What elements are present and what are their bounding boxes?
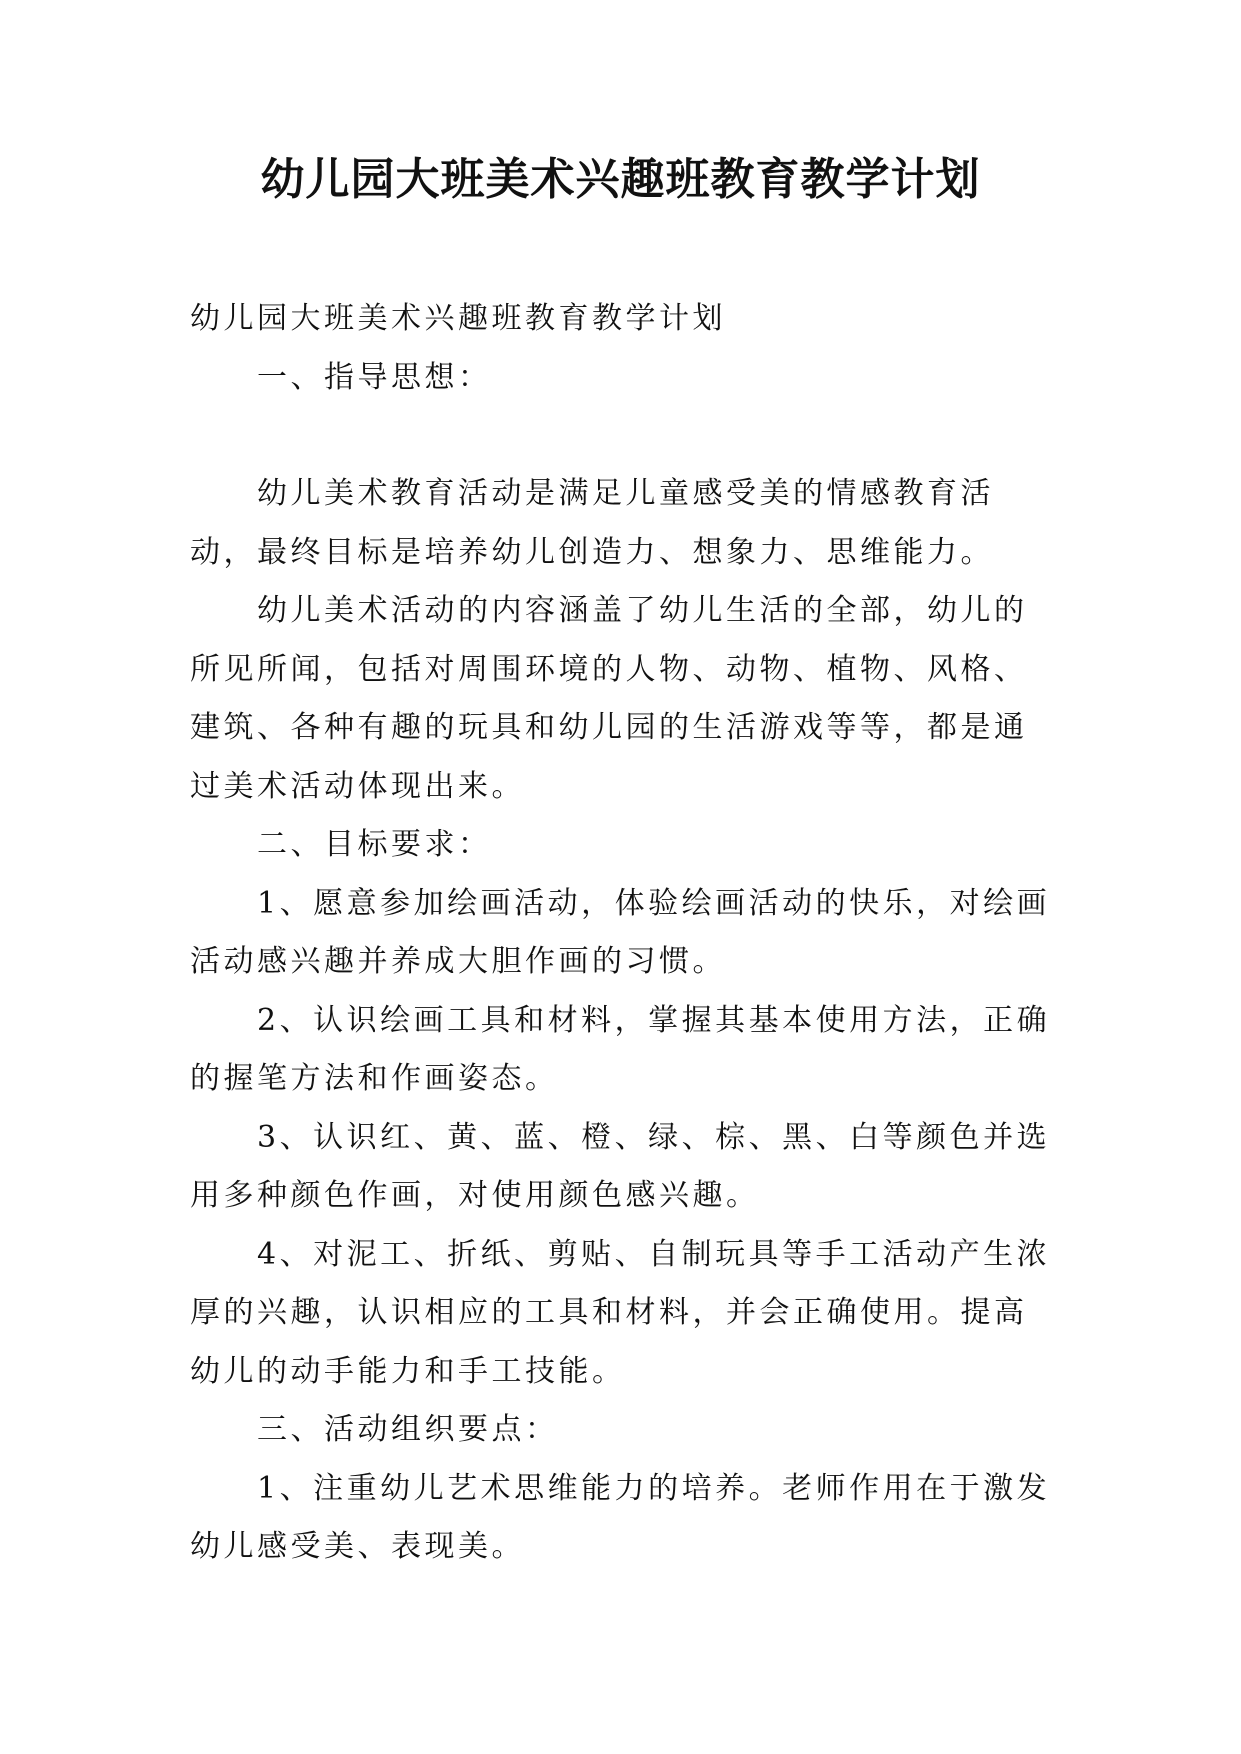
section-heading-activity-organization: 三、活动组织要点：	[257, 1412, 559, 1447]
objective-item-4: 4、对泥工、折纸、剪贴、自制玩具等手工活动产生浓厚的兴趣，认识相应的工具和材料，并会正确使用。提高幼儿的动手能力和手工技能。	[190, 1236, 1051, 1389]
document-title: 幼儿园大班美术兴趣班教育教学计划	[260, 154, 981, 205]
paragraph-art-activity-content: 幼儿美术活动的内容涵盖了幼儿生活的全部，幼儿的所见所闻，包括对周围环境的人物、动物、植物、风格、建筑、各种有趣的玩具和幼儿园的生活游戏等等，都是通过美术活动体现出来。	[190, 593, 1028, 804]
section-heading-objectives: 二、目标要求：	[257, 827, 492, 862]
blank-line	[190, 407, 1060, 465]
document-body	[190, 290, 1060, 1577]
section-heading-guiding-ideology: 一、指导思想：	[257, 359, 492, 395]
organization-item-1: 1、注重幼儿艺术思维能力的培养。老师作用在于激发幼儿感受美、表现美。	[190, 1470, 1051, 1564]
paragraph-art-education-goal: 幼儿美术教育活动是满足儿童感受美的情感教育活动，最终目标是培养幼儿创造力、想象力、思维能力。	[190, 476, 994, 570]
objective-item-2: 2、认识绘画工具和材料，掌握其基本使用方法，正确的握笔方法和作画姿态。	[190, 1002, 1051, 1096]
objective-item-3: 3、认识红、黄、蓝、橙、绿、棕、黑、白等颜色并选用多种颜色作画，对使用颜色感兴趣。	[190, 1119, 1051, 1213]
objective-item-1: 1、愿意参加绘画活动，体验绘画活动的快乐，对绘画活动感兴趣并养成大胆作画的习惯。	[190, 885, 1051, 979]
paragraph-heading-repeat: 幼儿园大班美术兴趣班教育教学计划	[190, 301, 726, 336]
